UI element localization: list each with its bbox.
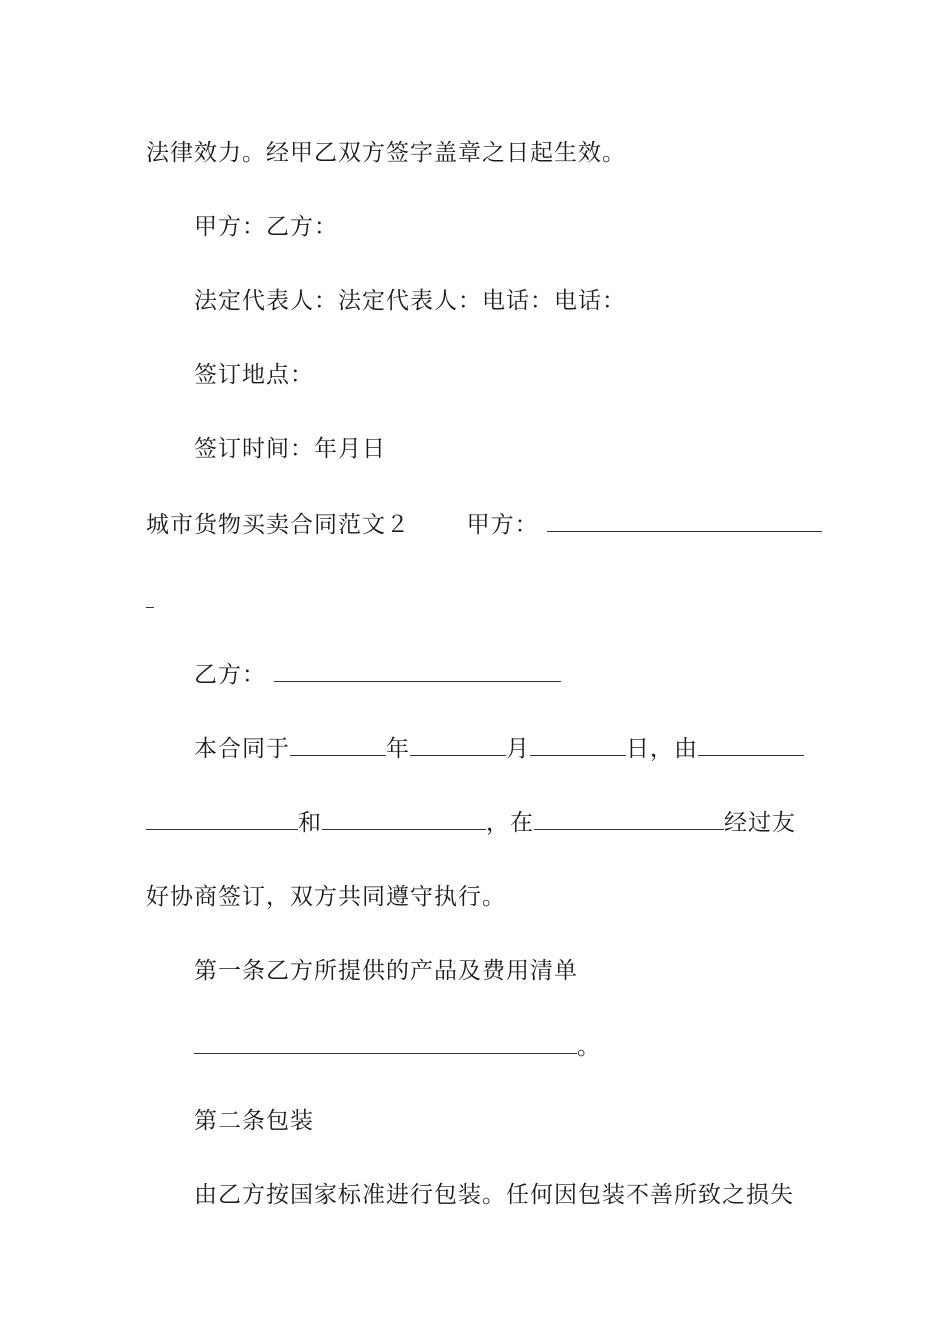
contract-date-line [194,734,804,764]
article-two-heading [194,1106,314,1136]
party-a-label: 甲方： [466,512,539,538]
packaging-paragraph [194,1180,794,1210]
article-one-text: 第一条乙方所提供的产品及费用清单 [194,958,578,984]
and-label: 和 [298,810,322,836]
product-list-period: 。 [577,1034,601,1060]
article-two-text: 第二条包装 [194,1108,314,1134]
agreement-line [146,882,506,912]
day-label: 日，由 [626,736,698,762]
signing-time-text: 签订时间：年月日 [194,436,386,462]
contract-title: 城市货物买卖合同范文２ [146,512,410,538]
month-label: 月 [506,736,530,762]
party-a-blank [547,511,822,532]
representative-labels [194,286,626,316]
paragraph-effect-text: 法律效力。经甲乙双方签字盖章之日起生效。 [146,140,626,166]
negotiation-label: 经过友 [724,810,796,836]
month-blank [410,735,506,756]
year-blank [290,735,386,756]
product-list-line [194,1032,601,1062]
representative-labels-text: 法定代表人：法定代表人：电话：电话： [194,288,626,314]
party-two-blank [322,809,486,830]
article-one-heading [194,956,578,986]
year-label: 年 [386,736,410,762]
day-blank [530,735,626,756]
signing-place-text: 签订地点： [194,362,314,388]
party-b-line [194,660,561,690]
by-party-blank [698,735,804,756]
party-b-blank [274,661,561,682]
signing-place [194,360,314,390]
product-list-blank [194,1033,577,1054]
packaging-text: 由乙方按国家标准进行包装。任何因包装不善所致之损失 [194,1182,794,1208]
contract-date-prefix: 本合同于 [194,736,290,762]
party-one-blank [146,809,298,830]
party-a-blank-continued [146,607,154,608]
contract-title-line [146,510,822,540]
party-labels-text: 甲方：乙方： [194,214,338,240]
place-blank [534,809,724,830]
signing-time [194,434,386,464]
parties-place-line [146,808,796,838]
party-labels [194,212,338,242]
at-label: ，在 [486,810,534,836]
party-b-label: 乙方： [194,662,266,688]
paragraph-effect [146,138,626,168]
agreement-text: 好协商签订，双方共同遵守执行。 [146,884,506,910]
